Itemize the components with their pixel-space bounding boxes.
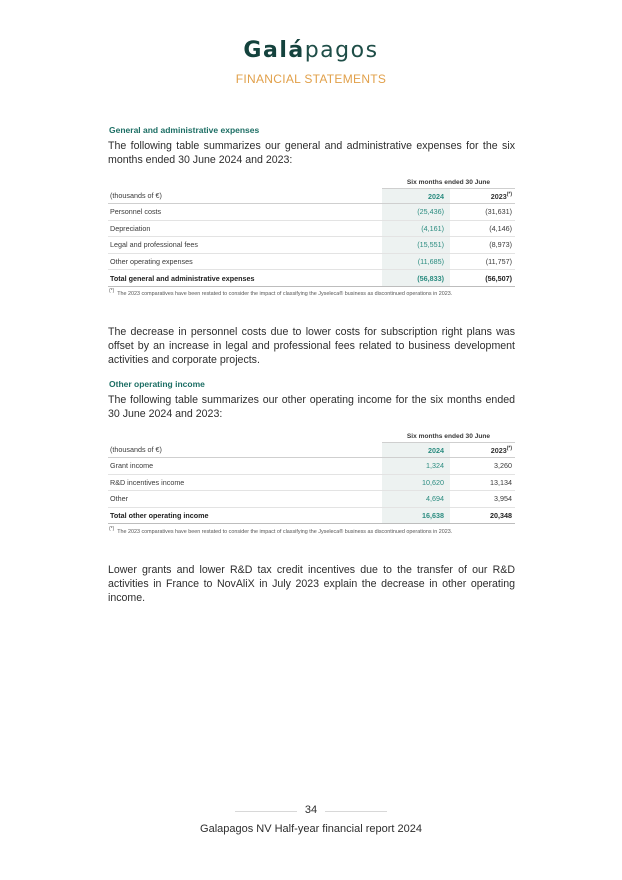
table-row: [108, 491, 515, 508]
row-label: Legal and professional fees: [108, 237, 382, 254]
row-label: Other operating expenses: [108, 253, 382, 270]
ga-col-2023-label: 2023: [490, 191, 507, 201]
ooi-heading: Other operating income: [109, 379, 205, 389]
ooi-unit-label: (thousands of €): [108, 443, 382, 458]
row-label: Personnel costs: [108, 204, 382, 221]
table-total-row: [108, 507, 515, 524]
ooi-analysis-paragraph: Lower grants and lower R&D tax credit incentives due to the transfer of our R&D activities in France to NovAliX in July 2023 explain the decrease in other operating income.: [108, 564, 515, 604]
ooi-footnote-mark: (*): [109, 526, 115, 533]
ga-table: [108, 176, 515, 287]
value-2023: (31,631): [450, 204, 515, 221]
table-row: [108, 474, 515, 491]
value-2024: 4,694: [382, 491, 450, 508]
ga-footnote-text: The 2023 comparatives have been restated to consider the impact of classifying the Jyseleca® business as discontinued operations in 2023.: [117, 291, 453, 297]
logo-text-part1: Galá: [243, 38, 305, 63]
document-section-title: FINANCIAL STATEMENTS: [235, 72, 387, 86]
value-2023: (4,146): [450, 220, 515, 237]
ooi-col-2023: [450, 443, 515, 458]
ga-col-2024: 2024: [382, 189, 450, 204]
value-2024: 1,324: [382, 458, 450, 475]
table-row: [108, 237, 515, 254]
ooi-footnote: [109, 526, 519, 535]
ooi-table: [108, 430, 515, 524]
table-row: [108, 458, 515, 475]
ga-col-2023: [450, 189, 515, 204]
total-2023: (56,507): [450, 270, 515, 287]
total-2024: 16,638: [382, 507, 450, 524]
ooi-intro-paragraph: The following table summarizes our other operating income for the six months ended 30 June 2024 and 2023:: [108, 394, 515, 420]
row-label: Depreciation: [108, 220, 382, 237]
page-number: 34: [304, 804, 318, 816]
ga-footnote: [109, 288, 519, 297]
total-2023: 20,348: [450, 507, 515, 524]
table-total-row: [108, 270, 515, 287]
value-2023: 3,260: [450, 458, 515, 475]
total-label: Total other operating income: [108, 507, 382, 524]
value-2024: 10,620: [382, 474, 450, 491]
value-2023: 13,134: [450, 474, 515, 491]
total-2024: (56,833): [382, 270, 450, 287]
table-row: [108, 220, 515, 237]
table-row: [108, 253, 515, 270]
ooi-col-2023-label: 2023: [490, 445, 507, 455]
total-label: Total general and administrative expenses: [108, 270, 382, 287]
footer-title: Galapagos NV Half-year financial report 2024: [200, 823, 422, 835]
row-label: Grant income: [108, 458, 382, 475]
ga-intro-paragraph: The following table summarizes our general and administrative expenses for the six months ended 30 June 2024 and 2023:: [108, 140, 515, 166]
ooi-col-2024: 2024: [382, 443, 450, 458]
table-row: [108, 204, 515, 221]
value-2024: (4,161): [382, 220, 450, 237]
ga-unit-label: (thousands of €): [108, 189, 382, 204]
ooi-footnote-text: The 2023 comparatives have been restated to consider the impact of classifying the Jyseleca® business as discontinued operations in 2023.: [117, 529, 453, 535]
logo-text-part2: pagos: [304, 38, 379, 63]
ga-analysis-paragraph: The decrease in personnel costs due to lower costs for subscription right plans was offset by an increase in legal and professional fees related to business development activities and corporate projects.: [108, 326, 515, 366]
company-logo: [0, 38, 622, 63]
ooi-col-2023-note: (*): [506, 445, 512, 452]
value-2024: (11,685): [382, 253, 450, 270]
ooi-table-caption: Six months ended 30 June: [382, 430, 515, 443]
row-label: R&D incentives income: [108, 474, 382, 491]
value-2023: (8,973): [450, 237, 515, 254]
value-2023: (11,757): [450, 253, 515, 270]
value-2024: (25,436): [382, 204, 450, 221]
ga-footnote-mark: (*): [109, 288, 115, 295]
ga-table-caption: Six months ended 30 June: [382, 176, 515, 189]
row-label: Other: [108, 491, 382, 508]
value-2023: 3,954: [450, 491, 515, 508]
ga-heading: General and administrative expenses: [109, 125, 260, 135]
value-2024: (15,551): [382, 237, 450, 254]
ga-col-2023-note: (*): [506, 191, 512, 198]
